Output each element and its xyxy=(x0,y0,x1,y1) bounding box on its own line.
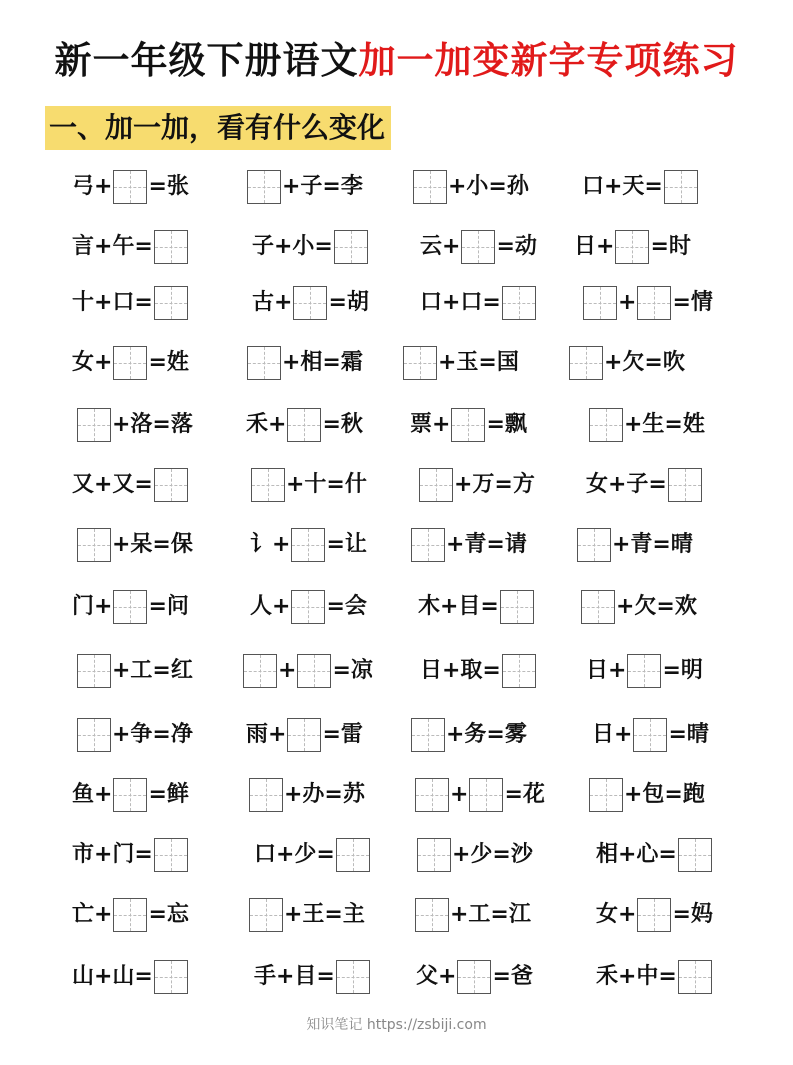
answer-box[interactable] xyxy=(502,286,536,320)
answer-box[interactable] xyxy=(77,654,111,688)
expression-text: =张 xyxy=(148,174,189,199)
exercise-item xyxy=(586,466,703,504)
exercise-item xyxy=(420,652,537,690)
expression-text: =动 xyxy=(496,234,537,259)
expression-text: =胡 xyxy=(328,290,369,315)
expression-text: +小=孙 xyxy=(448,174,529,199)
answer-box[interactable] xyxy=(637,286,671,320)
expression-text: +争=净 xyxy=(112,722,193,747)
exercise-item xyxy=(402,344,519,382)
expression-text: +欠=吹 xyxy=(604,350,685,375)
answer-box[interactable] xyxy=(154,838,188,872)
answer-box[interactable] xyxy=(113,898,147,932)
exercise-item xyxy=(420,284,537,322)
expression-text: 日+ xyxy=(574,234,615,259)
expression-text: +包=跑 xyxy=(624,782,705,807)
expression-text: =鲜 xyxy=(148,782,189,807)
expression-text: 口+少= xyxy=(254,842,335,867)
answer-box[interactable] xyxy=(113,590,147,624)
expression-text: 市+门= xyxy=(72,842,153,867)
exercise-item xyxy=(254,836,371,874)
expression-text: +万=方 xyxy=(454,472,535,497)
expression-text: +洛=落 xyxy=(112,412,193,437)
expression-text: 门+ xyxy=(72,594,113,619)
answer-box[interactable] xyxy=(291,590,325,624)
exercise-item xyxy=(250,588,367,626)
expression-text: 讠+ xyxy=(250,532,291,557)
expression-text: +呆=保 xyxy=(112,532,193,557)
answer-box[interactable] xyxy=(500,590,534,624)
exercise-item xyxy=(246,716,363,754)
expression-text: 日+ xyxy=(586,658,627,683)
answer-box[interactable] xyxy=(615,230,649,264)
exercise-item xyxy=(414,776,545,814)
expression-text: =秋 xyxy=(322,412,363,437)
exercise-item xyxy=(242,652,373,690)
title-part-1: 新一年级下册语文 xyxy=(54,39,359,82)
answer-box[interactable] xyxy=(154,960,188,994)
expression-text: 相+心= xyxy=(596,842,677,867)
answer-box[interactable] xyxy=(461,230,495,264)
exercise-item xyxy=(252,284,369,322)
answer-box[interactable] xyxy=(336,960,370,994)
expression-text: +王=主 xyxy=(284,902,365,927)
answer-box[interactable] xyxy=(403,346,437,380)
answer-box[interactable] xyxy=(77,528,111,562)
exercise-item xyxy=(410,526,527,564)
answer-box[interactable] xyxy=(678,838,712,872)
answer-box[interactable] xyxy=(569,346,603,380)
exercise-item xyxy=(72,168,189,206)
exercise-item xyxy=(72,896,189,934)
expression-text: +少=沙 xyxy=(452,842,533,867)
expression-text: 女+ xyxy=(72,350,113,375)
exercise-item xyxy=(588,776,705,814)
answer-box[interactable] xyxy=(411,528,445,562)
expression-text: +子=李 xyxy=(282,174,363,199)
answer-box[interactable] xyxy=(113,170,147,204)
footer-watermark: 知识笔记 https://zsbiji.com xyxy=(306,1017,487,1033)
expression-text: =时 xyxy=(650,234,691,259)
exercise-item xyxy=(72,344,189,382)
expression-text: 禾+ xyxy=(246,412,287,437)
answer-box[interactable] xyxy=(154,286,188,320)
exercise-item xyxy=(76,526,193,564)
exercise-item xyxy=(576,526,693,564)
exercise-item xyxy=(410,716,527,754)
expression-text: =忘 xyxy=(148,902,189,927)
answer-box[interactable] xyxy=(334,230,368,264)
expression-text: =问 xyxy=(148,594,189,619)
expression-text: + xyxy=(450,782,469,807)
expression-text: + xyxy=(278,658,297,683)
expression-text: +工=江 xyxy=(450,902,531,927)
exercise-item xyxy=(574,228,691,266)
expression-text: =爸 xyxy=(492,964,533,989)
expression-text: 言+午= xyxy=(72,234,153,259)
answer-box[interactable] xyxy=(247,346,281,380)
exercise-item xyxy=(250,466,367,504)
expression-text: 人+ xyxy=(250,594,291,619)
expression-text: 父+ xyxy=(416,964,457,989)
answer-box[interactable] xyxy=(413,170,447,204)
answer-box[interactable] xyxy=(589,778,623,812)
expression-text: =明 xyxy=(662,658,703,683)
expression-text: 山+山= xyxy=(72,964,153,989)
expression-text: 木+目= xyxy=(418,594,499,619)
expression-text: 鱼+ xyxy=(72,782,113,807)
exercise-item xyxy=(72,836,189,874)
exercise-item xyxy=(76,652,193,690)
expression-text: 日+ xyxy=(592,722,633,747)
answer-box[interactable] xyxy=(633,718,667,752)
answer-box[interactable] xyxy=(249,898,283,932)
exercise-item xyxy=(414,896,531,934)
exercise-item xyxy=(72,284,189,322)
exercise-item xyxy=(588,406,705,444)
expression-text: 票+ xyxy=(410,412,451,437)
answer-box[interactable] xyxy=(113,346,147,380)
answer-box[interactable] xyxy=(287,408,321,442)
exercise-item xyxy=(416,958,533,996)
expression-text: =让 xyxy=(326,532,367,557)
answer-box[interactable] xyxy=(113,778,147,812)
answer-box[interactable] xyxy=(583,286,617,320)
expression-text: =晴 xyxy=(668,722,709,747)
answer-box[interactable] xyxy=(637,898,671,932)
exercise-item xyxy=(420,228,537,266)
answer-box[interactable] xyxy=(627,654,661,688)
section-title: 一、加一加，看有什么变化 xyxy=(45,106,391,150)
exercise-item xyxy=(412,168,529,206)
title-part-2: 加一加变新字专项练习 xyxy=(358,39,739,82)
exercise-item xyxy=(596,836,713,874)
expression-text: 女+ xyxy=(596,902,637,927)
exercise-item xyxy=(76,406,193,444)
expression-text: 古+ xyxy=(252,290,293,315)
exercise-item xyxy=(246,168,363,206)
answer-box[interactable] xyxy=(417,838,451,872)
exercise-item xyxy=(72,776,189,814)
answer-box[interactable] xyxy=(502,654,536,688)
answer-box[interactable] xyxy=(154,230,188,264)
exercise-item xyxy=(72,466,189,504)
exercise-item xyxy=(568,344,685,382)
answer-box[interactable] xyxy=(419,468,453,502)
answer-box[interactable] xyxy=(287,718,321,752)
answer-box[interactable] xyxy=(469,778,503,812)
expression-text: +生=姓 xyxy=(624,412,705,437)
answer-box[interactable] xyxy=(451,408,485,442)
expression-text: +务=雾 xyxy=(446,722,527,747)
page-title xyxy=(0,30,793,84)
exercise-item xyxy=(580,588,697,626)
exercise-item xyxy=(248,896,365,934)
exercise-item xyxy=(418,466,535,504)
answer-box[interactable] xyxy=(668,468,702,502)
expression-text: =花 xyxy=(504,782,545,807)
answer-box[interactable] xyxy=(581,590,615,624)
expression-text: 手+目= xyxy=(254,964,335,989)
answer-box[interactable] xyxy=(77,408,111,442)
answer-box[interactable] xyxy=(411,718,445,752)
expression-text: 十+口= xyxy=(72,290,153,315)
expression-text: 日+取= xyxy=(420,658,501,683)
expression-text: 又+又= xyxy=(72,472,153,497)
answer-box[interactable] xyxy=(297,654,331,688)
exercise-item xyxy=(246,406,363,444)
answer-box[interactable] xyxy=(457,960,491,994)
answer-box[interactable] xyxy=(154,468,188,502)
expression-text: +青=请 xyxy=(446,532,527,557)
answer-box[interactable] xyxy=(249,778,283,812)
expression-text: +办=苏 xyxy=(284,782,365,807)
answer-box[interactable] xyxy=(251,468,285,502)
expression-text: 禾+中= xyxy=(596,964,677,989)
expression-text: =凉 xyxy=(332,658,373,683)
expression-text: 子+小= xyxy=(252,234,333,259)
expression-text: 口+天= xyxy=(582,174,663,199)
exercise-item xyxy=(418,588,535,626)
answer-box[interactable] xyxy=(243,654,277,688)
answer-box[interactable] xyxy=(291,528,325,562)
exercise-item xyxy=(586,652,703,690)
exercise-item xyxy=(592,716,709,754)
expression-text: +欠=欢 xyxy=(616,594,697,619)
expression-text: 雨+ xyxy=(246,722,287,747)
answer-box[interactable] xyxy=(77,718,111,752)
expression-text: +青=晴 xyxy=(612,532,693,557)
answer-box[interactable] xyxy=(415,778,449,812)
exercise-item xyxy=(416,836,533,874)
exercise-item xyxy=(76,716,193,754)
exercise-item xyxy=(72,228,189,266)
expression-text: +十=什 xyxy=(286,472,367,497)
expression-text: +玉=国 xyxy=(438,350,519,375)
expression-text: =会 xyxy=(326,594,367,619)
exercise-item xyxy=(596,896,713,934)
exercise-item xyxy=(250,526,367,564)
exercise-item xyxy=(246,344,363,382)
answer-box[interactable] xyxy=(589,408,623,442)
exercise-item xyxy=(72,588,189,626)
expression-text: 口+口= xyxy=(420,290,501,315)
expression-text: +工=红 xyxy=(112,658,193,683)
expression-text: + xyxy=(618,290,637,315)
exercise-item xyxy=(248,776,365,814)
expression-text: =雷 xyxy=(322,722,363,747)
expression-text: 云+ xyxy=(420,234,461,259)
exercise-item xyxy=(596,958,713,996)
expression-text: 弓+ xyxy=(72,174,113,199)
exercise-item xyxy=(582,284,713,322)
expression-text: =妈 xyxy=(672,902,713,927)
exercise-item xyxy=(72,958,189,996)
answer-box[interactable] xyxy=(415,898,449,932)
answer-box[interactable] xyxy=(678,960,712,994)
answer-box[interactable] xyxy=(293,286,327,320)
answer-box[interactable] xyxy=(336,838,370,872)
expression-text: =情 xyxy=(672,290,713,315)
expression-text: 女+子= xyxy=(586,472,667,497)
expression-text: +相=霜 xyxy=(282,350,363,375)
expression-text: 亡+ xyxy=(72,902,113,927)
expression-text: =姓 xyxy=(148,350,189,375)
exercise-item xyxy=(410,406,527,444)
answer-box[interactable] xyxy=(664,170,698,204)
answer-box[interactable] xyxy=(247,170,281,204)
exercise-item xyxy=(252,228,369,266)
exercise-item xyxy=(582,168,699,206)
exercise-item xyxy=(254,958,371,996)
expression-text: =飘 xyxy=(486,412,527,437)
answer-box[interactable] xyxy=(577,528,611,562)
